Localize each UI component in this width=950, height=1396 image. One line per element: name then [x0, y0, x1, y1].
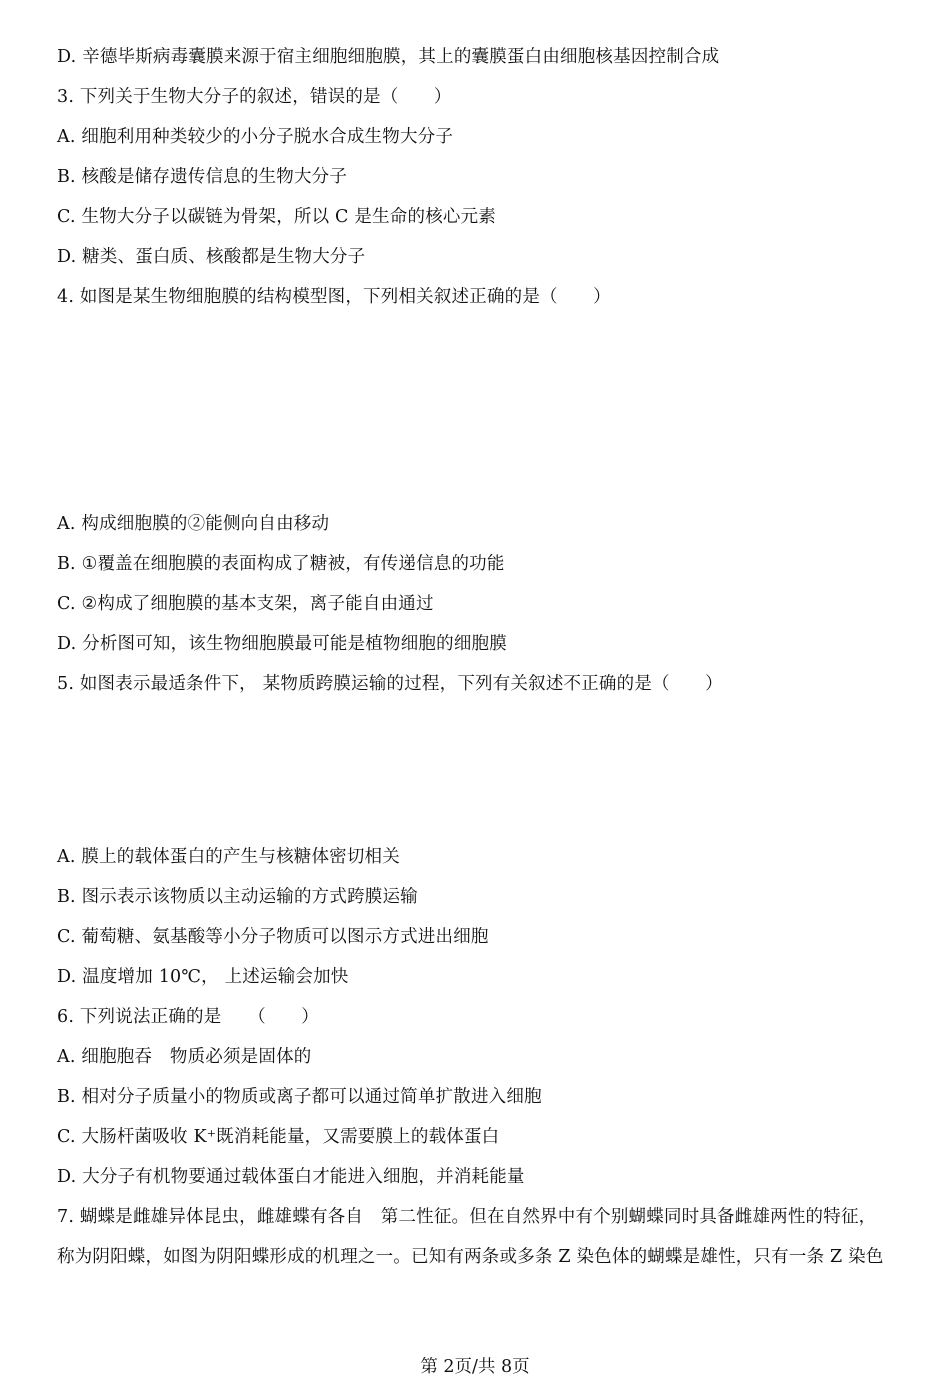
- q6-stem: 6. 下列说法正确的是 （ ）: [57, 1007, 319, 1027]
- q4-figure-placeholder: [57, 315, 893, 505]
- q4-option-b: B. ①覆盖在细胞膜的表面构成了糖被，有传递信息的功能: [57, 554, 505, 574]
- q5-option-b: B. 图示表示该物质以主动运输的方式跨膜运输: [57, 887, 418, 907]
- q6-option-a: A. 细胞胞吞 物质必须是固体的: [57, 1047, 312, 1067]
- q3-option-c: C. 生物大分子以碳链为骨架，所以 C 是生命的核心元素: [57, 207, 497, 227]
- q4-stem: 4. 如图是某生物细胞膜的结构模型图，下列相关叙述正确的是（ ）: [57, 287, 611, 307]
- q5-stem: 5. 如图表示最适条件下， 某物质跨膜运输的过程，下列有关叙述不正确的是（ ）: [57, 674, 723, 694]
- q5-option-c: C. 葡萄糖、氨基酸等小分子物质可以图示方式进出细胞: [57, 927, 489, 947]
- q6-option-c: C. 大肠杆菌吸收 K⁺既消耗能量，又需要膜上的载体蛋白: [57, 1127, 500, 1147]
- q4-option-a: A. 构成细胞膜的②能侧向自由移动: [57, 514, 330, 534]
- q6-option-b: B. 相对分子质量小的物质或离子都可以通过简单扩散进入细胞: [57, 1087, 542, 1107]
- q3-option-d: D. 糖类、蛋白质、核酸都是生物大分子: [57, 247, 366, 267]
- q3-option-a: A. 细胞利用种类较少的小分子脱水合成生物大分子: [57, 127, 454, 147]
- q5-option-a: A. 膜上的载体蛋白的产生与核糖体密切相关: [57, 847, 400, 867]
- page-footer: 第 2页/共 8页: [420, 1357, 530, 1377]
- q4-option-c: C. ②构成了细胞膜的基本支架，离子能自由通过: [57, 594, 434, 614]
- q5-option-d: D. 温度增加 10℃， 上述运输会加快: [57, 967, 349, 987]
- q5-figure-placeholder: [57, 702, 893, 837]
- q4-option-d: D. 分析图可知，该生物细胞膜最可能是植物细胞的细胞膜: [57, 634, 507, 654]
- q2-option-d: D. 辛德毕斯病毒囊膜来源于宿主细胞细胞膜，其上的囊膜蛋白由细胞核基因控制合成: [57, 47, 720, 67]
- q3-option-b: B. 核酸是储存遗传信息的生物大分子: [57, 167, 348, 187]
- q7-stem-line1: 7. 蝴蝶是雌雄异体昆虫，雌雄蝶有各自 第二性征。但在自然界中有个别蝴蝶同时具备雌雄两性的特征，: [57, 1207, 877, 1227]
- q7-stem-line2: 称为阴阳蝶，如图为阴阳蝶形成的机理之一。已知有两条或多条 Z 染色体的蝴蝶是雄性，只有一条 Z 染色: [57, 1247, 884, 1267]
- q6-option-d: D. 大分子有机物要通过载体蛋白才能进入细胞，并消耗能量: [57, 1167, 525, 1187]
- q3-stem: 3. 下列关于生物大分子的叙述，错误的是（ ）: [57, 87, 452, 107]
